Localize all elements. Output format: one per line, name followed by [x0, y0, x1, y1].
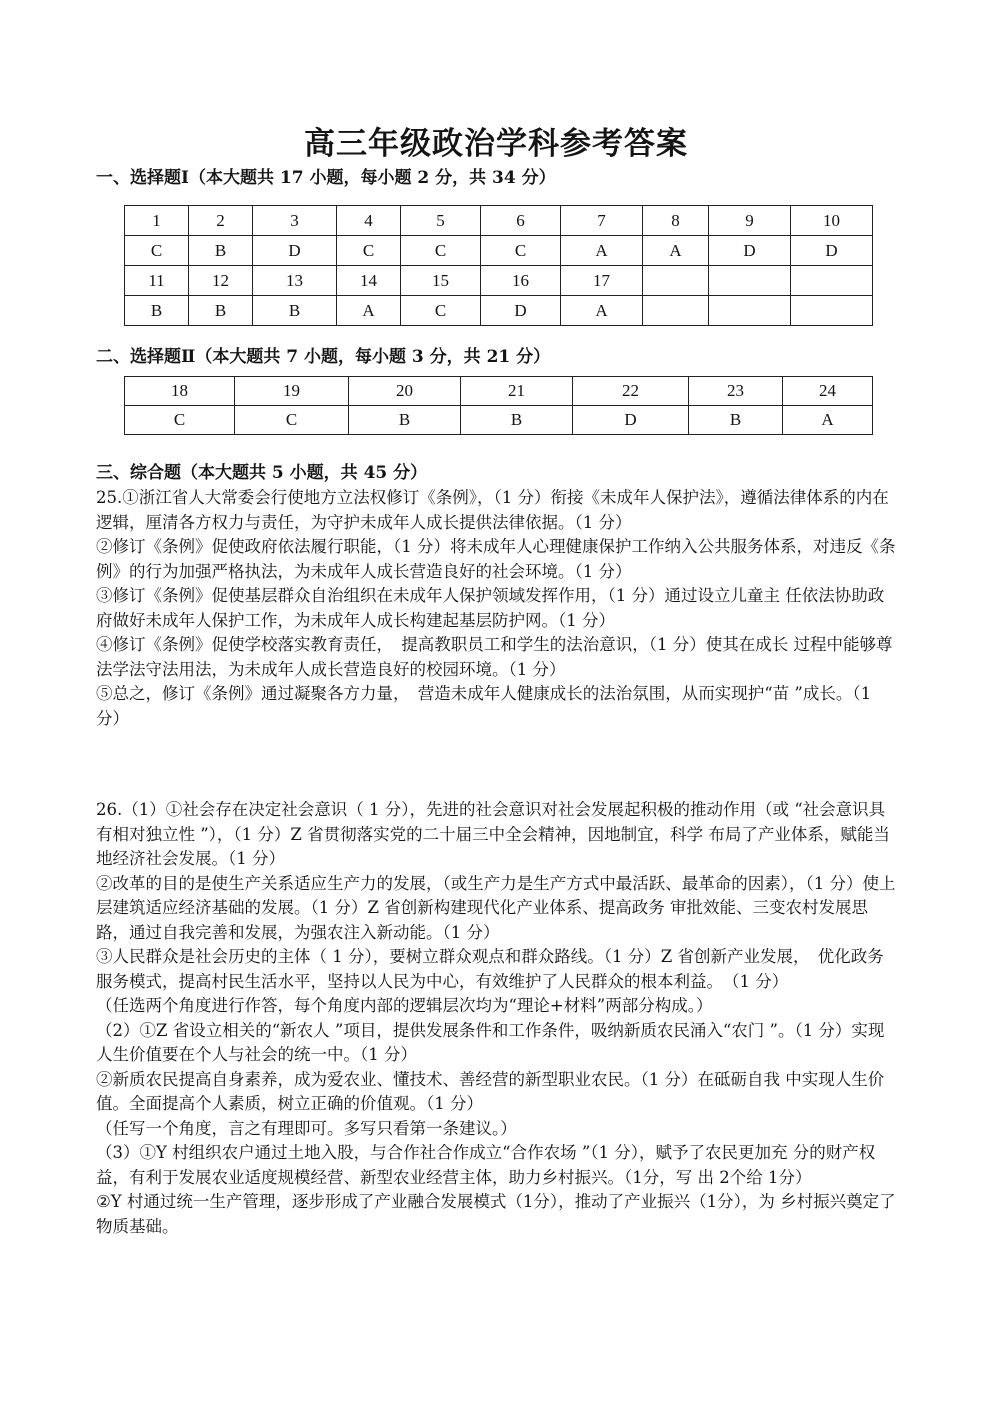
answer-cell: 1: [125, 206, 189, 236]
q26-part1-note: （任选两个角度进行作答，每个角度内部的逻辑层次均为“理论+材料”两部分构成。）: [96, 996, 713, 1015]
q25-point-4: ④修订《条例》促使学校落实教育责任， 提高教职员工和学生的法治意识，（1 分）使其在成长 过程中能够尊法学法守法用法，为未成年人成长营造良好的校园环境。（1 分）: [96, 635, 893, 679]
answer-cell: [709, 296, 791, 326]
answer-cell: [643, 266, 709, 296]
answer-cell: 14: [337, 266, 401, 296]
answer-cell: 20: [349, 377, 461, 406]
answer-cell: C: [401, 236, 481, 266]
q26-part2-point-1: （2）①Z 省设立相关的“新农人 ”项目，提供发展条件和工作条件，吸纳新质农民涌入“农门 ”。（1 分）实现人生价值要在个人与社会的统一中。（1 分）: [96, 1020, 885, 1064]
q26-part2-point-2: ②新质农民提高自身素养，成为爱农业、懂技术、善经营的新型职业农民。（1 分）在砥砺自我 中实现人生价值。全面提高个人素质，树立正确的价值观。（1 分）: [96, 1069, 885, 1113]
answer-cell: 23: [689, 377, 783, 406]
answer-cell: D: [253, 236, 337, 266]
page-title: 高三年级政治学科参考答案: [304, 126, 688, 162]
section2-heading: 二、选择题Ⅱ（本大题共 7 小题，每小题 3 分，共 21 分）: [96, 347, 551, 367]
answer-cell: 4: [337, 206, 401, 236]
answer-cell: A: [783, 406, 873, 435]
answer-table-row: [125, 296, 873, 326]
answer-cell: A: [643, 236, 709, 266]
answer-cell: D: [573, 406, 689, 435]
answer-table-row: [125, 236, 873, 266]
answer-cell: 8: [643, 206, 709, 236]
answer-cell: D: [481, 296, 561, 326]
answer-cell: C: [125, 236, 189, 266]
answer-cell: 7: [561, 206, 643, 236]
answer-cell: 13: [253, 266, 337, 296]
answer-cell: 11: [125, 266, 189, 296]
answer-cell: A: [337, 296, 401, 326]
answer-cell: C: [481, 236, 561, 266]
section1-answer-table: [124, 205, 873, 326]
q25-point-2: ②修订《条例》促使政府依法履行职能，（1 分）将未成年人心理健康保护工作纳入公共服务体系，对违反《条例》的行为加强严格执法，为未成年人成长营造良好的社会环境。（1 分）: [96, 537, 896, 581]
q25-point-5: ⑤总之，修订《条例》通过凝聚各方力量， 营造未成年人健康成长的法治氛围，从而实现护“苗 ”成长。（1 分）: [96, 684, 872, 728]
answer-cell: 6: [481, 206, 561, 236]
section2-answer-table: [124, 376, 873, 435]
q26-part1-point-3: ③人民群众是社会历史的主体（ 1 分），要树立群众观点和群众路线。（1 分）Z 省创新产业发展， 优化政务服务模式，提高村民生活水平，坚持以人民为中心，有效维护了人民群众的根本利益。 （1 分）: [96, 947, 884, 991]
answer-table-row: [125, 266, 873, 296]
q25-point-3: ③修订《条例》促使基层群众自治组织在未成年人保护领域发挥作用，（1 分）通过设立儿童主 任依法协助政府做好未成年人保护工作，为未成年人成长构建起基层防护网。（1 分）: [96, 586, 885, 630]
answer-cell: B: [189, 296, 253, 326]
answer-cell: C: [337, 236, 401, 266]
answer-cell: B: [253, 296, 337, 326]
q26-part1-point-2: ②改革的目的是使生产关系适应生产力的发展，（或生产力是生产方式中最活跃、最革命的因素），（1 分）使上层建筑适应经济基础的发展。（1 分）Z 省创新构建现代化产业体系、提高政务 审批效能、三变农村发展思路，通过自我完善和发展，为强农注入新动能。（1 分）: [96, 873, 896, 942]
answer-cell: B: [189, 236, 253, 266]
answer-cell: [709, 266, 791, 296]
answer-cell: 2: [189, 206, 253, 236]
answer-cell: 18: [125, 377, 235, 406]
section3-heading: 三、综合题（本大题共 5 小题，共 45 分）: [96, 463, 428, 483]
answer-cell: C: [401, 296, 481, 326]
answer-cell: C: [235, 406, 349, 435]
answer-cell: 24: [783, 377, 873, 406]
answer-cell: 3: [253, 206, 337, 236]
answer-cell: [791, 266, 873, 296]
answer-cell: 22: [573, 377, 689, 406]
answer-cell: B: [349, 406, 461, 435]
answer-cell: 21: [461, 377, 573, 406]
answer-cell: [643, 296, 709, 326]
answer-cell: D: [709, 236, 791, 266]
answer-cell: 16: [481, 266, 561, 296]
answer-cell: C: [125, 406, 235, 435]
answer-cell: [791, 296, 873, 326]
answer-cell: 9: [709, 206, 791, 236]
q26-part3-point-1: （3）①Y 村组织农户通过土地入股，与合作社合作成立“合作农场 ”（1 分），赋予了农民更加充 分的财产权益，有利于发展农业适度规模经营、新型农业经营主体，助力乡村振兴。（1分，写 出 2个给 1分）: [96, 1143, 876, 1187]
answer-cell: 15: [401, 266, 481, 296]
answer-cell: D: [791, 236, 873, 266]
answer-table-row: [125, 206, 873, 236]
answer-table-row: [125, 406, 873, 435]
answer-cell: 17: [561, 266, 643, 296]
section1-heading: 一、选择题Ⅰ（本大题共 17 小题，每小题 2 分，共 34 分）: [96, 168, 556, 188]
q26-part1-point-1: 26.（1）①社会存在决定社会意识（ 1 分），先进的社会意识对社会发展起积极的推动作用（或 “社会意识具有相对独立性 ”），（1 分）Z 省贯彻落实党的二十届三中全会精神，因地制宜，科学 布局了产业体系，赋能当地经济社会发展。（1 分）: [96, 800, 890, 868]
answer-cell: A: [561, 296, 643, 326]
question-26-answer: [96, 798, 896, 1239]
q26-part2-note: （任写一个角度，言之有理即可。多写只看第一条建议。）: [96, 1118, 517, 1138]
answer-cell: 10: [791, 206, 873, 236]
answer-cell: 5: [401, 206, 481, 236]
answer-cell: 12: [189, 266, 253, 296]
answer-table-row: [125, 377, 873, 406]
q25-point-1: 25.①浙江省人大常委会行使地方立法权修订《条例》，（1 分）衔接《未成年人保护法》，遵循法律体系的内在逻辑，厘清各方权力与责任，为守护未成年人成长提供法律依据。（1 分）: [96, 488, 889, 532]
answer-cell: A: [561, 236, 643, 266]
answer-cell: B: [125, 296, 189, 326]
answer-cell: 19: [235, 377, 349, 406]
answer-cell: B: [689, 406, 783, 435]
q26-part3-point-2: ②Y 村通过统一生产管理，逐步形成了产业融合发展模式（1分），推动了产业振兴（1分），为 乡村振兴奠定了物质基础。: [96, 1192, 896, 1236]
question-25-answer: [96, 486, 896, 731]
answer-cell: B: [461, 406, 573, 435]
